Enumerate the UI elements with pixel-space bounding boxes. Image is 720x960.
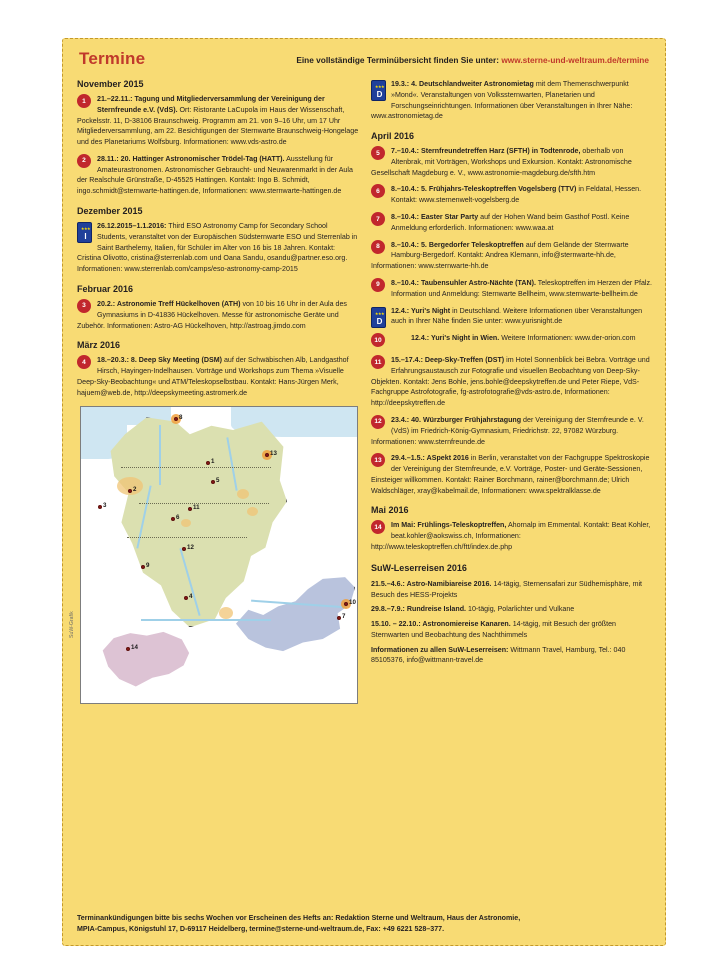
- state-border: [139, 503, 269, 504]
- marker-gutter: [391, 333, 411, 348]
- eu-stars-icon: ★★★: [374, 310, 385, 316]
- month-heading: März 2016: [77, 340, 121, 351]
- country-plate-icon: [77, 222, 92, 243]
- leserreise-body: 14-tägig, mit Besuch der größten Sternwarten und Beobachtung des Nachthimmels: [371, 620, 616, 639]
- event-text: [371, 212, 653, 234]
- event-number-badge: 14: [371, 520, 385, 534]
- event-body: im Hotel Sonnenblick bei Bebra. Vorträge und Erfahrungsaustausch zur Fotografie und visuellen Beobachtung von Deep-Sky-Objekten. Kontakt: Jens Bohle, jens.bohle@deepskytreffen.de und Peter Riepe, VdS-Fachgruppe Astrofotografie, fg-astrofotografie@vds-astro.de, Informationen: http://deepskytreffen.de: [371, 356, 650, 408]
- event-lead: 15.–17.4.: Deep-Sky-Treffen (DST): [391, 356, 505, 365]
- event-number-badge: 5: [371, 146, 385, 160]
- overview-note-text: Eine vollständige Terminübersicht finden Sie unter:: [296, 55, 502, 65]
- event-number-badge: 7: [371, 212, 385, 226]
- event-entry: [371, 278, 653, 300]
- page-header: [77, 49, 651, 79]
- event-map: [69, 406, 359, 706]
- map-marker-label: 2: [133, 486, 137, 494]
- event-lead: 23.4.: 40. Würzburger Frühjahrstagung: [391, 415, 522, 424]
- event-lead: 7.–10.4.: Sternfreundetreffen Harz (SFTH) in Todtenrode,: [391, 147, 581, 156]
- event-text: [77, 94, 359, 148]
- event-text: [371, 146, 653, 178]
- event-number-badge: 13: [371, 453, 385, 467]
- river: [141, 619, 271, 621]
- eu-stars-icon: ★★★: [80, 226, 91, 232]
- event-body: auf dem Gelände der Sternwarte Hamburg-Bergedorf. Kontakt: Andrea Klemann, info@sternwarte-hh.de, Informationen: www.sternwarte-hh.de: [371, 240, 629, 271]
- event-body: der Vereinigung der Sternfreunde e. V. (VdS) im Friedrich-König-Gymnasium, Friedrichstr. 22, 97082 Würzburg. Informationen: www.sternfreunde.de: [371, 415, 644, 446]
- event-number-badge: 1: [77, 94, 91, 108]
- event-text: [77, 299, 359, 331]
- event-lead: 29.4.–1.5.: ASpekt 2016: [391, 454, 469, 463]
- content-columns: [69, 79, 653, 907]
- map-marker-label: 4: [189, 593, 193, 601]
- leserreise-body: Wittmann Travel, Hamburg, Tel.: 040 85105376, info@wittmann-travel.de: [371, 645, 626, 665]
- event-entry: [77, 154, 359, 197]
- leserreise-lead: 15.10. – 22.10.: Astronomiereise Kanaren.: [371, 620, 511, 629]
- leserreise-item: [371, 604, 653, 615]
- country-plate-icon: [371, 307, 386, 328]
- event-entry: [77, 299, 359, 331]
- event-text: [371, 520, 653, 552]
- event-lead: 12.4.: Yuri's Night in Wien.: [411, 334, 500, 343]
- event-lead: 12.4.: Yuri's Night: [391, 306, 451, 315]
- event-body: Weitere Informationen: www.der-orion.com: [499, 334, 636, 343]
- month-heading: November 2015: [77, 79, 144, 89]
- map-marker-label: 5: [216, 477, 220, 485]
- state-border: [121, 467, 271, 468]
- river: [159, 425, 161, 485]
- event-number-badge: 3: [77, 299, 91, 313]
- event-body: oberhalb von Altenbrak, mit Vorträgen, Workshops und Exkursion. Kontakt: Astronomische Gesellschaft Magdeburg e. V., www.astronomie-magdeburg.de/sfth.htm: [371, 147, 632, 177]
- month-heading: Mai 2016: [371, 505, 409, 516]
- event-lead: 8.–10.4.: Taubensuhler Astro-Nächte (TAN).: [391, 278, 536, 287]
- event-lead: 18.–20.3.: 8. Deep Sky Meeting (DSM): [97, 356, 222, 365]
- map-canvas: [80, 406, 358, 704]
- leserreise-lead: 29.8.–7.9.: Rundreise Island.: [371, 605, 467, 614]
- event-lead: 26.12.2015–1.1.2016:: [97, 222, 167, 231]
- event-entry: [371, 212, 653, 234]
- eu-stars-icon: ★★★: [374, 84, 385, 89]
- event-entry: [371, 333, 653, 349]
- event-body: Third ESO Astronomy Camp for Secondary School Students, veranstaltet von der Europäischen Südsternwarte ESO und Sterrenlab in Saint Barthelemy, Italien, für Schüler im Alter von 16 bis 18 Jahren. Kontakt: Cristina Olivotto, cristina@sterrenlab.com und Oana Sandu, osandu@partner.eso.org. Informationen: www.sterrenlab.com/camps/eso-astronomy-camp-2015: [77, 222, 358, 274]
- overview-note-url[interactable]: www.sterne-und-weltraum.de/termine: [501, 55, 649, 65]
- event-lead: Im Mai: Frühlings-Teleskoptreffen,: [391, 521, 507, 530]
- event-number-badge: 12: [371, 415, 385, 429]
- leserreise-item: [371, 579, 653, 601]
- map-credit: SuW-Grafik: [69, 611, 75, 639]
- month-heading: Dezember 2015: [77, 206, 143, 217]
- page-title: Termine: [79, 49, 146, 68]
- event-number-badge: 8: [371, 240, 385, 254]
- event-text: [371, 333, 653, 344]
- event-number-badge: 10: [371, 333, 385, 347]
- event-entry: [371, 306, 653, 328]
- event-body: von 10 bis 16 Uhr in der Aula des Gymnasiums in D-41836 Hückelhoven. Messe für astronomische Geräte und Zubehör. Informationen: Astro-AG Hückelhoven, http://astroag.jimdo.com: [77, 299, 347, 330]
- event-entry: [371, 453, 653, 496]
- event-number-badge: 4: [77, 355, 91, 369]
- event-text: [371, 355, 653, 409]
- country-plate-icon: [371, 80, 386, 101]
- leserreise-item: [371, 645, 653, 667]
- footer-line-2: MPIA-Campus, Königstuhl 17, D-69117 Heidelberg, termine@sterne-und-weltraum.de, Fax: +49 6221 528–377.: [77, 925, 445, 934]
- event-lead: 19.3.: 4. Deutschlandweiter Astronomietag: [391, 80, 534, 88]
- event-body: auf der Schwäbischen Alb, Landgasthof Hirsch, Hayingen-Indelhausen. Vorträge und Workshops zum Thema »Visuelle Deep-Sky-Beobachtung« und ATM/Teleskopselbstbau. Kontakt: Hans-Jürgen Merk, hajuem@web.de, http://deepskymeeting.astromerk.de: [77, 356, 349, 397]
- event-text: [371, 79, 653, 122]
- map-marker-label: 1: [211, 458, 215, 466]
- event-entry: [77, 221, 359, 275]
- map-marker-label: 9: [146, 562, 150, 570]
- map-marker-label: 14: [131, 644, 138, 652]
- left-column: [69, 79, 359, 706]
- event-entry: [371, 79, 653, 122]
- overview-note: [296, 55, 649, 65]
- event-entry: [77, 355, 359, 398]
- event-text: [371, 240, 653, 272]
- event-text: [371, 453, 653, 496]
- event-lead: 8.–10.4.: 5. Bergedorfer Teleskoptreffen: [391, 240, 524, 249]
- month-heading: Februar 2016: [77, 283, 134, 294]
- termine-panel: [62, 38, 666, 946]
- event-entry: [371, 415, 653, 447]
- event-text: [77, 355, 359, 398]
- event-lead: 8.–10.4.: 5. Frühjahrs-Teleskoptreffen Vogelsberg (TTV): [391, 185, 577, 194]
- event-number-badge: 2: [77, 154, 91, 168]
- map-marker-label: 11: [193, 504, 200, 512]
- event-text: [371, 278, 653, 300]
- event-body: Teleskoptreffen im Herzen der Pfalz. Information und Anmeldung: Sternwarte Bellheim, www.sternwarte-bellheim.de: [391, 278, 652, 298]
- leserreise-body: 14-tägig, Sternensafari zur Südhemisphäre, mit Besuch des HESS-Projekts: [371, 579, 643, 599]
- leserreise-lead: 21.5.–4.6.: Astro-Namibiareise 2016.: [371, 579, 492, 588]
- footer-line-1: Terminankündigungen bitte bis sechs Wochen vor Erscheinen des Hefts an: Redaktion Sterne und Weltraum, Haus der Astronomie,: [77, 914, 521, 923]
- state-border: [127, 537, 247, 538]
- event-lead: 28.11.: 20. Hattinger Astronomischer Trödel-Tag (HATT).: [97, 154, 285, 163]
- event-body: Ahornalp im Emmental. Kontakt: Beat Kohler, beat.kohler@aokswiss.ch, Informationen: http://www.teleskoptreffen.ch/ftt/index.de.php: [371, 521, 651, 551]
- event-entry: [371, 184, 653, 206]
- event-entry: [371, 355, 653, 409]
- map-marker-label: 8: [179, 414, 183, 422]
- event-body: in Berlin, veranstaltet von der Fachgruppe Spektroskopie der Vereinigung der Sternfreunde, e.V. Vorträge, Poster- und Geräte-Sessionen, Einsteiger willkommen. Kontakt: Rainer Borchmann, rainer@borchmann.de; Ulrich Waldschläger, xray@kabelmail.de, Informationen: www.spektralklasse.de: [371, 454, 650, 495]
- leserreise-item: [371, 619, 653, 641]
- map-marker-label: 3: [103, 502, 107, 510]
- event-text: [371, 184, 653, 206]
- event-body: auf der Hohen Wand beim Gasthof Postl. Keine Anmeldung erforderlich. Informationen: www.waa.at: [391, 213, 630, 232]
- event-number-badge: 6: [371, 184, 385, 198]
- leserreise-lead: Informationen zu allen SuW-Leserreisen:: [371, 645, 509, 654]
- country-code-label: I: [84, 232, 87, 242]
- event-body: mit dem Themenschwerpunkt »Mond«. Veranstaltungen von Volkssternwarten, Planetarien und Forschungseinrichtungen. Informationen über Veranstaltungen in Ihrer Nähe: www.astronomietag.de: [371, 80, 633, 121]
- event-entry: [371, 146, 653, 178]
- map-marker-label: 6: [176, 514, 180, 522]
- event-text: [371, 415, 653, 447]
- map-marker-label: 7: [342, 613, 346, 621]
- event-text: [77, 154, 359, 197]
- month-heading: April 2016: [371, 131, 415, 142]
- map-marker-label: 10: [349, 599, 356, 607]
- event-lead: 21.–22.11.: Tagung und Mitgliederversammlung der Vereinigung der Sternfreunde e.V. (VdS).: [97, 95, 325, 114]
- event-body: in Feldatal, Hessen. Kontakt: www.sternenwelt-vogelsberg.de: [391, 185, 642, 205]
- event-entry: [371, 520, 653, 552]
- map-marker-label: 12: [187, 544, 194, 552]
- event-lead: 20.2.: Astronomie Treff Hückelhoven (ATH): [97, 299, 241, 308]
- event-entry: [371, 240, 653, 272]
- event-lead: 8.–10.4.: Easter Star Party: [391, 213, 479, 222]
- country-code-label: D: [376, 90, 383, 99]
- submission-footer: [77, 913, 651, 935]
- map-marker-label: 13: [270, 450, 277, 458]
- event-body: in Deutschland. Weitere Informationen über Veranstaltungen auch in Ihrer Nähe finden Sie unter: www.yurisnight.de: [391, 306, 643, 326]
- event-text: [371, 306, 653, 328]
- leserreisen-title: SuW-Leserreisen 2016: [371, 562, 467, 573]
- event-number-badge: 9: [371, 278, 385, 292]
- event-number-badge: 11: [371, 355, 385, 369]
- event-text: [77, 221, 359, 275]
- right-column: [371, 79, 653, 670]
- country-code-label: D: [376, 316, 383, 326]
- event-body: Ausstellung für Amateurastronomen. Astronomischer Gebraucht- und Neuwarenmarkt in der Aula der Realschule Grünstraße, D-45525 Hattingen. Kontakt: Ingo B. Schmidt, ingo.schmidt@sternwarte-hattingen.de, Informationen: www.sternwarte-hattingen.de: [77, 154, 353, 196]
- leserreise-body: 10-tägig, Polarlichter und Vulkane: [466, 605, 575, 614]
- event-entry: [77, 94, 359, 148]
- event-body: Ort: Ristorante LaCupola im Haus der Wissenschaft, Pockelsstr. 11, D-38106 Braunschweig. Programm am 21. von 9–16 Uhr, um 17 Uhr Mitgliederversammlung, am 22. Besichtigungen der Sternwarte Braunschweig-Hongelage und des Planetariums Wolfsburg. Informationen: www.vds-astro.de: [77, 105, 359, 147]
